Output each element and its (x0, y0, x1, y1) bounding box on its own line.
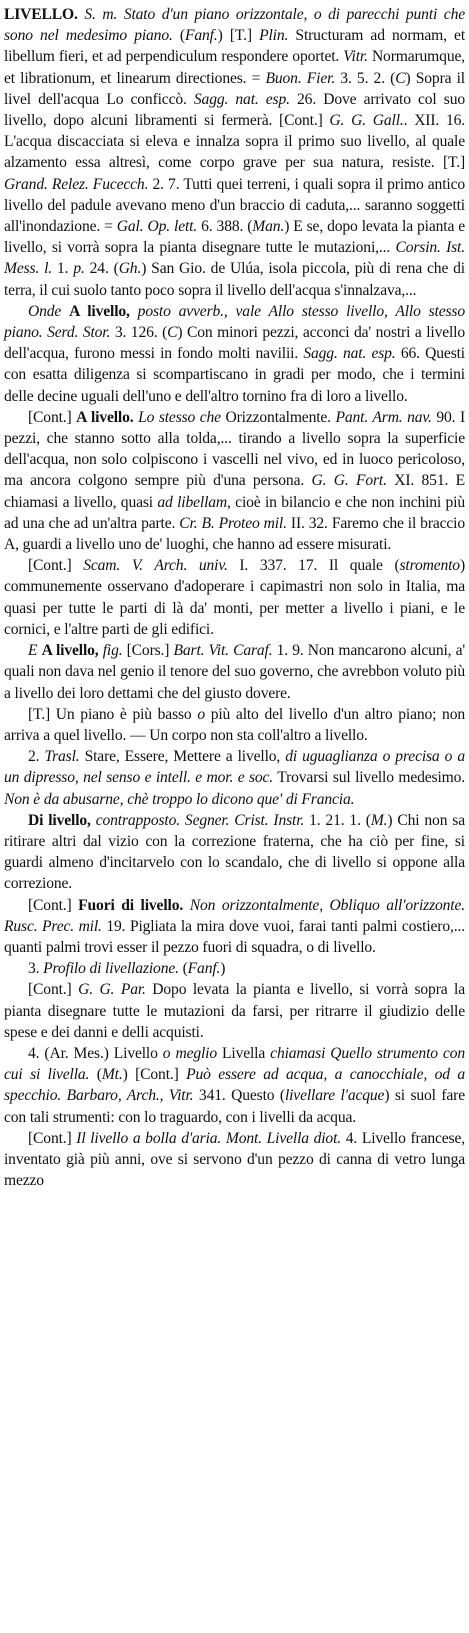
text-run: ) (220, 960, 226, 978)
text-run: [Cont.] (28, 896, 79, 914)
text-run: ) [T.] (217, 27, 260, 45)
italic-text: chiamasi Quello strumento con cui si livella. (4, 1044, 465, 1084)
italic-text: Mt. (101, 1066, 123, 1084)
text-run: ) si suol fare con tali strumenti: con lo traguardo, con i livelli da acqua. (4, 1087, 465, 1126)
italic-text: Gh. (118, 260, 142, 278)
italic-text: Sagg. nat. esp. (303, 345, 396, 363)
text-run: [T.] Un piano è più basso (28, 705, 198, 723)
italic-text: stromento (399, 557, 460, 575)
text-run: Livella (217, 1044, 271, 1062)
italic-text: S. m. Stato d'un piano orizzontale, o di parecchi punti che sono nel medesimo piano. (4, 6, 465, 45)
entry-paragraph (4, 555, 465, 640)
italic-text: Scam. V. Arch. univ. (83, 557, 228, 575)
text-run: [Cont.] (28, 981, 79, 999)
italic-text: Pant. Arm. nav. (335, 408, 432, 426)
text-run: 4. (Ar. Mes.) Livello (28, 1044, 163, 1062)
text-run: , cioè in bilancio e che non inchini più ad una che ad un'altra parte. (4, 493, 465, 532)
entry-paragraph (4, 1128, 465, 1192)
italic-text: Onde (28, 302, 70, 320)
text-run: Dopo levata la pianta e livello, si vorrà sopra la pianta disegnare tutte le mutazioni da farsi, per ritrarre il giudizio delle spese e dei danni e delli acquisti. (4, 981, 465, 1041)
text-run: 4. Livello francese, inventato già più anni, ove si servono d'un pezzo di canna di vetro lunga mezzo (4, 1129, 465, 1190)
text-run: ) communemente osservano d'adoperare i capimastri non solo in Italia, ma quasi per tutte le parti di là da' monti, per metter a livello i piani, e le cornici, e l'altre parti de gli edifici. (4, 557, 465, 638)
text-run: 90. I pezzi, che stanno sotto alla tolda,... tirando a livello sopra la superficie dell'acqua, non solo colpiscono i vascelli nel vivo, ed in luoco pericoloso, ma ancora colgono sempre più d'una persona. (4, 408, 466, 490)
italic-text: Grand. Relez. Fucecch. (4, 175, 149, 193)
headword-text: Di livello, (28, 811, 91, 829)
italic-text: Buon. Fier. (265, 69, 336, 87)
text-run: [Cont.] (28, 557, 84, 575)
italic-text: o (197, 705, 205, 723)
italic-text: Bart. Vit. Caraf. (173, 642, 273, 660)
text-run: 2. 7. Tutti quei terreni, i quali sopra il primo antico livello del padule avevano meno d'un braccio di caduta,... saranno soggetti all'inondazione. = (4, 175, 465, 236)
headword-text: LIVELLO. (4, 6, 78, 23)
text-run: Structuram ad normam, et libellum fieri, et ad perpendiculum respondere oportet. (4, 27, 465, 66)
italic-text: Può essere ad acqua, a canocchiale, od a specchio. Barbaro, Arch., Vitr. (4, 1066, 465, 1105)
text-run: ) Chi non sa ritirare altri dal vizio con la correzione fraterna, che ha ciò per fine, si guardi almeno d'incitarvelo con lo scandalo, che di livello si oppone alla correzione. (4, 811, 465, 893)
text-run: II. 32. Faremo che il braccio A, guardi a livello uno de' luoghi, che hanno ad essere misurati. (4, 514, 466, 554)
italic-text: Profilo di livellazione. (43, 960, 179, 978)
text-run: ) Con minori pezzi, acconci da' nostri a livello dell'acqua, furono messi in fondo molti navilii. (4, 324, 465, 363)
italic-text: fig. (98, 642, 123, 660)
text-run: 3. 126. ( (110, 324, 168, 342)
italic-text: Fanf. (184, 27, 218, 45)
italic-text: ad libellam (157, 493, 228, 511)
italic-text: Cr. B. Proteo mil. (179, 514, 287, 532)
headword-text: A livello, (69, 302, 130, 320)
text-run: 2. (28, 748, 45, 766)
italic-text: Non è da abusarne, chè troppo lo dicono que' di Francia. (4, 790, 355, 808)
text-run: 66. Questi con esatta diligenza si scompartiscano in gradi per modo, che i termini delle decine uguali dell'uno e dell'altro tornino fra di loro a livello. (4, 345, 465, 405)
text-run: 1. 9. Non mancarono alcuni, a' quali non dava nel genio il tenore del suo governo, che avrebbon voluto più a livello dei loro dettami che del giusto dovere. (4, 642, 466, 702)
entry-paragraph (4, 895, 465, 959)
headword-text: Fuori di livello. (78, 896, 184, 914)
entry-paragraph (4, 407, 465, 555)
text-run: ) E se, dopo levata la pianta e livello, si vorrà sopra la pianta disegnare tutte le mutazioni,... (4, 218, 466, 257)
text-run: ) Sopra il livel dell'acqua Lo conficcò. (4, 69, 465, 108)
italic-text: livellare l'acque (284, 1087, 385, 1105)
italic-text: Il livello a bolla d'aria. Mont. Livella diot. (76, 1129, 342, 1147)
italic-text: Corsin. Ist. Mess. l. (4, 239, 465, 278)
text-run: ( (89, 1066, 102, 1084)
italic-text: G. G. Gall. (329, 112, 404, 130)
italic-text: p. (73, 260, 85, 278)
text-run: più alto del livello d'un altro piano; non arriva a quel livello. — Un corpo non sta coll'altro a livello. (4, 705, 465, 744)
text-run: 19. Pigliata la mira dove vuoi, farai tanti palmi costiero,... quanti palmi trovi esser il pezzo fuori di squadra, o di livello. (4, 917, 465, 956)
italic-text: contrapposto. Segner. Crist. Instr. (90, 811, 305, 829)
text-run: ( (172, 27, 185, 45)
italic-text: Man. (252, 218, 285, 236)
text-run: 3. 5. 2. ( (335, 69, 396, 87)
text-run: [Cont.] (28, 1129, 77, 1147)
text-run: [Cors.] (122, 642, 174, 660)
italic-text: E (28, 642, 42, 660)
text-run: 26. Dove arrivato col suo livello, dopo alcuni libramenti si fermerà. [Cont.] (4, 90, 465, 130)
entry-paragraph (4, 4, 465, 301)
italic-text: posto avverb., vale Allo stesso livello, Allo stesso piano. Serd. Stor. (4, 302, 465, 342)
italic-text: G. G. Fort. (311, 472, 387, 490)
italic-text: Plin. (259, 27, 289, 45)
text-run: XI. 851. E chiamasi a livello, quasi (4, 472, 465, 511)
entry-paragraph (4, 810, 465, 895)
italic-text: Gal. Op. lett. (116, 218, 198, 236)
text-run: Stare, Essere, Mettere a livello, (79, 748, 286, 766)
italic-text: di uguaglianza o precisa o a un dipresso, nel senso e intell. e mor. e soc. (4, 748, 465, 787)
text-run: [Cont.] (28, 408, 77, 426)
text-run: Trovarsi sul livello medesimo. (273, 769, 466, 787)
text-run: 1. (52, 260, 74, 278)
text-run: I. 337. 17. Il quale ( (227, 557, 400, 575)
text-run: Normarumque, et librationum, et linearum directiones. = (4, 48, 465, 87)
italic-text: Vitr. (343, 48, 368, 66)
italic-text: Sagg. nat. esp. (193, 90, 290, 108)
text-run: 24. ( (84, 260, 119, 278)
italic-text: o meglio (162, 1044, 217, 1062)
livello-entry (4, 4, 465, 1191)
entry-paragraph (4, 1043, 465, 1128)
italic-text: Fanf. (187, 960, 221, 978)
italic-text: M. (370, 811, 388, 829)
entry-paragraph (4, 704, 465, 746)
text-run: 341. Questo ( (193, 1087, 285, 1105)
text-run: Orizzontalmente. (220, 408, 336, 426)
entry-paragraph (4, 640, 465, 704)
entry-paragraph (4, 746, 465, 810)
entry-paragraph (4, 301, 465, 407)
italic-text: Lo stesso che (133, 408, 221, 426)
text-run: . XII. 16. L'acqua discacciata si eleva e innalza sopra il primo suo livello, al quale alzamento essa altresì, come corpo grave per sua natura, resiste. [T.] (4, 112, 465, 172)
text-run: 6. 388. ( (197, 218, 253, 236)
italic-text: C (395, 69, 406, 87)
text-run: 3. (28, 960, 44, 978)
text-run: ) [Cont.] (122, 1066, 187, 1084)
text-run: ) San Gio. de Ulúa, isola piccola, più di rena che di terra, il cui suolo tanto poco sopra il livello dell'acqua s'innalzava,... (4, 260, 465, 299)
italic-text: Non orizzontalmente, Obliquo all'orizzonte. Rusc. Prec. mil. (4, 896, 465, 935)
italic-text: C (167, 324, 178, 342)
headword-text: A livello. (76, 408, 134, 426)
text-run: ( (178, 960, 188, 978)
italic-text: G. G. Par. (78, 981, 146, 999)
entry-paragraph (4, 958, 465, 979)
italic-text: Trasl. (44, 748, 80, 766)
text-run: 1. 21. 1. ( (304, 811, 371, 829)
headword-text: A livello, (41, 642, 99, 660)
entry-paragraph (4, 979, 465, 1043)
